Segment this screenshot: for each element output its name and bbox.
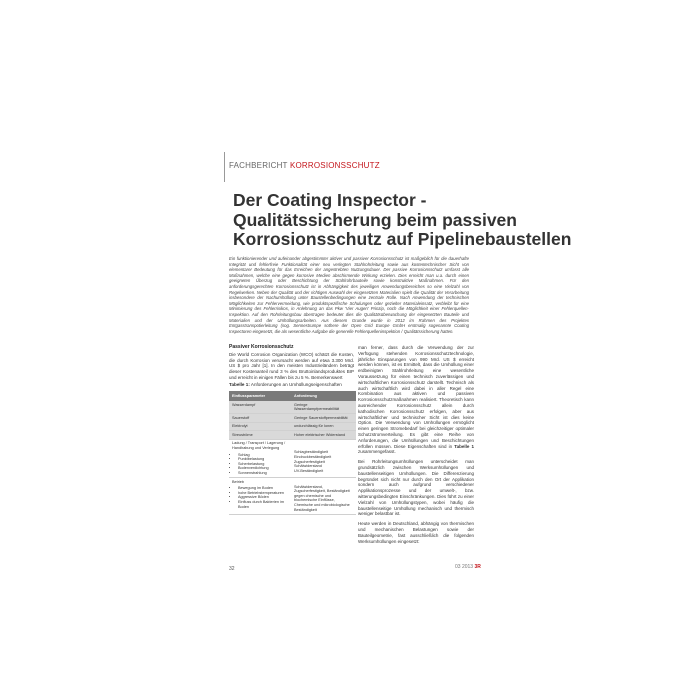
- requirement-line: Eindruckbeständigkeit: [294, 455, 332, 460]
- right-column: [358, 345, 474, 548]
- list-item: • Scherbelastung: [238, 462, 288, 467]
- list-item: • Bodenverdichtung: [238, 466, 288, 471]
- block-list: [238, 486, 288, 509]
- table-row: [229, 401, 356, 414]
- table-cell: [291, 439, 356, 477]
- title-line: Korrosionsschutz auf Pipelinebaustellen: [233, 229, 572, 249]
- table-cell: Wasserdampf: [229, 401, 291, 414]
- header-rule: [224, 152, 225, 182]
- body-paragraph: Bei Rohrleitungsumhüllungen unterscheidet man grundsätzlich zwischen Werksumhüllungen und baustellenseitigen Umhüllungen. Die Differenzierung begründet sich nicht nur durch den Ort der Applikation sondern auch aufgrund verschiedener Applikationsprozesse und der umwelt-, bzw. witterungsbedingten Einschränkungen. Dies führt zu einer Vielzahl von Umhüllungstypen, wobei häufig die baustellenseitige Umhüllung mechanisch und thermisch weniger belastbar ist.: [358, 459, 474, 517]
- table-row: [229, 422, 356, 431]
- title-line: Qualitätssicherung beim passiven: [233, 209, 517, 230]
- table-header-cell: Anforderung: [291, 391, 356, 401]
- table-reference: Tabelle 1: [454, 443, 474, 449]
- title-line: Der Coating Inspector -: [233, 190, 427, 210]
- requirement-line: Schlagbeständigkeit: [294, 450, 328, 455]
- list-item: • Einfluss durch Bakterien im Boden: [238, 500, 288, 509]
- block-title: Ladung / Transport / Lagerung / Handhabung und Verlegung: [232, 441, 286, 451]
- table-cell: [229, 478, 291, 515]
- body-text: zusammengefasst.: [358, 449, 396, 455]
- footer-issue: [455, 564, 481, 570]
- table-row: [229, 439, 356, 477]
- table-cell: Geringe Wasserdampfpermeabilität: [291, 401, 356, 414]
- article-title: [233, 191, 673, 250]
- table-cell: undurchlässig für Ionen: [291, 422, 356, 431]
- requirement-line: Schälwiderstand: [294, 464, 322, 469]
- table-caption-label: Tabelle 1:: [229, 382, 250, 387]
- block-list: [238, 453, 288, 476]
- requirement-line: Zugscherfestigkeit: [294, 459, 325, 464]
- table-cell: Geringe Sauerstoffpermeabilität: [291, 414, 356, 423]
- table-row: [229, 414, 356, 423]
- publisher-logo: 3R: [474, 564, 481, 570]
- left-column: [229, 345, 354, 385]
- table-row: [229, 478, 356, 515]
- table-header-row: [229, 391, 356, 401]
- issue-label: 03 2013: [455, 564, 474, 570]
- body-paragraph: Die World Corrosion Organization (WCO) schätzt die Kosten, die durch Korrosion verursacht werden auf etwa 3.300 Mrd. US $ pro Jahr [1]. In den meisten Industrieländern beträgt dieser Kostenanteil rund 3 % des Bruttoinlandsproduktes BIP und erreicht in einigen Fällen bis zu 5 %. Bemerkenswert: [229, 351, 354, 380]
- body-paragraph: Heute werden in Deutschland, abhängig von thermischen und mechanischen Belastungen sowie der Bauteilgeometrie, fast ausschließlich die folgenden Werksumhüllungen eingesetzt:: [358, 521, 474, 544]
- body-paragraph: [358, 345, 474, 455]
- topic-label: KORROSIONSSCHUTZ: [289, 161, 380, 170]
- table-header-cell: Einflussparameter: [229, 391, 291, 401]
- section-label: FACHBERICHT: [229, 161, 288, 170]
- table-caption: [229, 382, 342, 387]
- section-subhead: Passiver Korrosionsschutz: [229, 344, 294, 350]
- table-cell: Elektrolyt: [229, 422, 291, 431]
- requirement-line: UV-Beständigkeit: [294, 468, 324, 473]
- list-item: • Aggressive Böden: [238, 495, 288, 500]
- list-item: • hohe Betriebstemperaturen: [238, 491, 288, 496]
- table-cell: Streuströme: [229, 431, 291, 440]
- requirements-table: [229, 391, 356, 515]
- table-cell: Sauerstoff: [229, 414, 291, 423]
- table-cell: [229, 439, 291, 477]
- lead-paragraph: Ein funktionierender und aufeinander abgestimmter aktiver und passiver Korrosionsschutz ist maßgeblich für die dauerhafte Integrität und fehlerfreie Funktionalität einer neu verlegten Stahlrohrleitung sowie aus kostentechnischer Sicht von elementarer Bedeutung für das Erreichen der angestrebten Nutzungsdauer. Der passive Korrosionsschutz umfasst alle Maßnahmen, welche eine gegen korrosive Medien abschirmende Wirkung erzielen. Dies erreicht man u.a. durch einen geeigneten Überzug oder Beschichtung der Stahlrohrbauteile sowie konstruktive Maßnahmen. Für den anforderungsgerechten Korrosionsschutz ist in Abhängigkeit des jeweiligen Anwendungsbereiches so eine Vielzahl von Regelwerken. Neben der Qualität und der richtigen Auswahl der eingesetzten Materialien spielt die Qualität der Verarbeitung insbesondere der Nachumhüllung unter Baustellenbedingungen eine zentrale Rolle. Nach Anwendung der technischen Möglichkeiten zur Fehlervermeidung, wie produktspezifische Schulungen oder gezielter Materialeinsatz, verbleibt für eine Minimierung des Fehlerrisikos, in Anlehnung an das Pkw 'Vier Augen' Prinzip, noch die Möglichkeit einer Fehlerquellen-Inspektion. Auf den Rohrleitungsbau übertragen bedeutet dies die Qualitätsüberwachung der eingesetzten Bauteile und Materialien und der Umhüllungsarbeiten. Aus diesem Grunde wurde in 2012 im Rahmen des Projektes Entgasstranspotierleitung (sog. Sennestrumpe sothere der Open Grid Europe GmbH erstmalig sogenannte Coating Inspectoren eingesetzt, die als wesentliche Aufgabe die generelle Fehlerquelleninspektion / Qualitätssicherung hatten.: [229, 256, 469, 334]
- body-text: man ferner, dass durch die Verwendung der zur Verfügung stehenden Korrosionsschutztechnologie, jährliche Einsparungen von 990 Mrd. US $ erreicht werden können, ist es Ermittelt, dass die Umhüllung einer erdbeinigten Stahlrohrleitung eine wesentliche Voraussetzung für einen technisch zuverlässigen und wirtschaftlichen Korrosionsschutz darstellt. Technisch als auch wirtschaftlich wird dabei in aller Regel eine Kombination aus aktiven und passiven Korrosionsschutzmaßnahmen realisiert. Theoretisch kann ausreichender Korrosionsschutz allein durch kathodischen Korrosionsschutz erfolgen, aber aus wirtschaftlicher und technischer Sicht ist dies keine Option. Die Verwendung von Umhüllungen ermöglicht einen geringen Stromebedarf bei gleichzeitiger optimaler Schutzstromverteilung. Es gibt eine Reihe von Anforderungen, die Umhüllungen und Beschichtungen erfüllen müssen. Diese Eigenschaften sind in: [358, 345, 474, 449]
- requirement-text: Schälwiderstand, Zugscherfestigkeit, Beständigkeit gegen chemische und biochemische Einflüsse, Chemische und mikrobiologische Beständigkeit: [294, 484, 350, 512]
- table-cell: [291, 478, 356, 515]
- list-item: • Schlag: [238, 453, 288, 458]
- table-row: [229, 431, 356, 440]
- table-cell: Hoher elektrischer Widerstand: [291, 431, 356, 440]
- table-caption-text: Anforderungen an Umhüllungseigenschaften: [250, 382, 342, 387]
- block-title: Betrieb: [232, 479, 245, 484]
- section-kicker: [229, 161, 380, 170]
- list-item: • Sonnenstrahlung: [238, 471, 288, 476]
- page-number: 32: [229, 566, 235, 572]
- list-item: • Bewegung im Boden: [238, 486, 288, 491]
- list-item: • Punktbelastung: [238, 457, 288, 462]
